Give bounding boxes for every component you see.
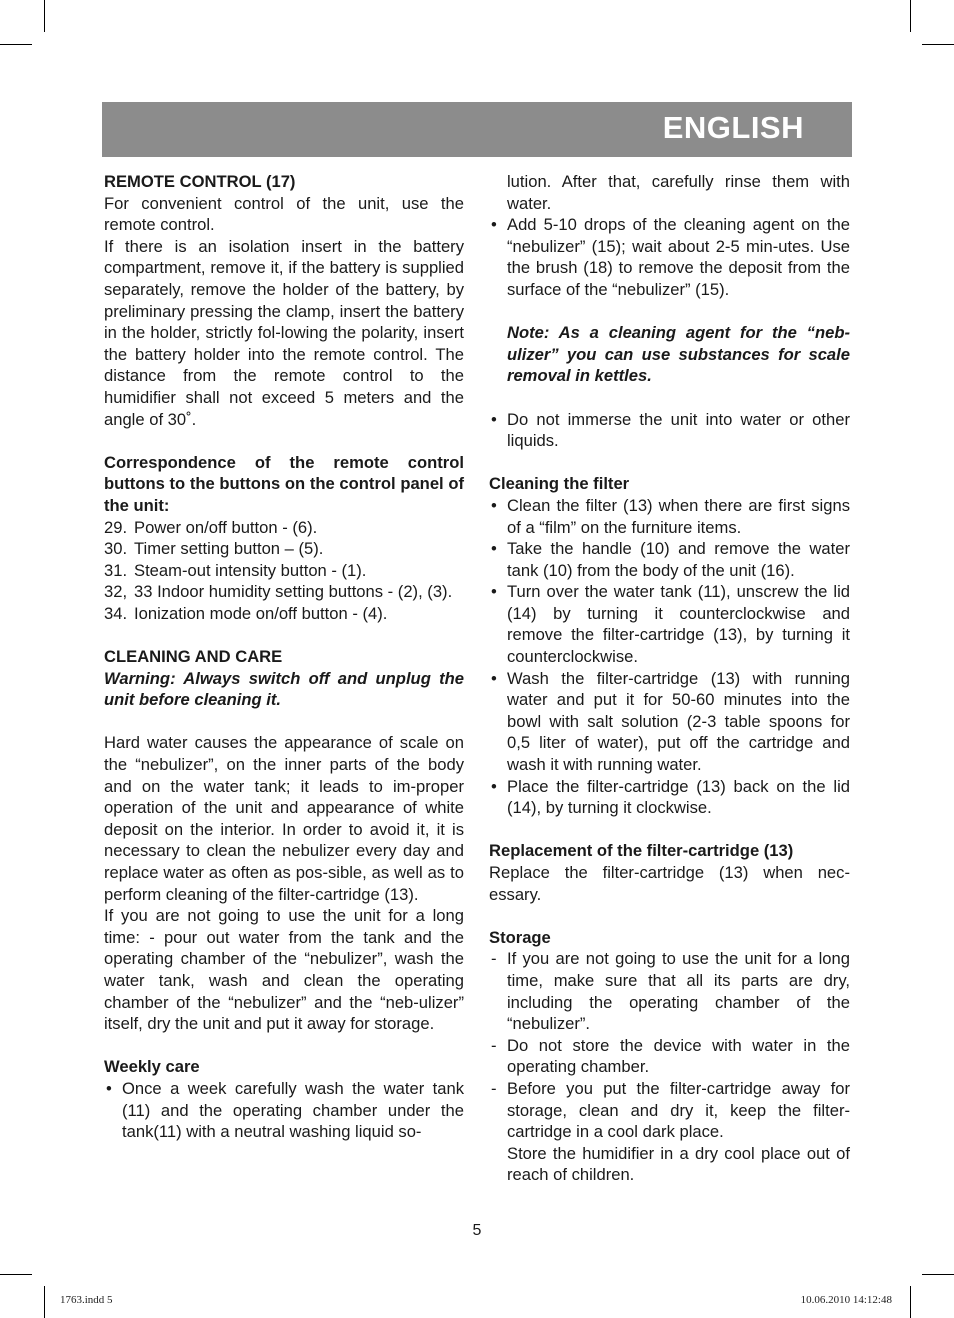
list-item: 34. Ionization mode on/off button - (4).	[104, 603, 388, 623]
remote-control-heading: REMOTE CONTROL (17)	[104, 172, 296, 191]
weekly-care-continuation: lution. After that, carefully rinse them with water.	[507, 172, 850, 213]
weekly-care-heading: Weekly care	[104, 1057, 200, 1077]
bullet-icon: •	[491, 539, 497, 559]
list-item: - Do not store the device with water in the operating chamber.	[491, 1035, 850, 1077]
cleaning-care-heading: CLEANING AND CARE	[104, 647, 283, 667]
bullet-icon: •	[491, 409, 497, 429]
dash-icon: -	[491, 1078, 497, 1098]
list-item: • Do not immerse the unit into water or other liquids.	[491, 409, 850, 451]
bullet-icon: •	[491, 582, 497, 602]
language-header-bar	[102, 102, 852, 157]
list-item: • Once a week carefully wash the water tank (11) and the operating chamber under the tank(11) with a neutral washing liquid so-	[106, 1078, 464, 1142]
remote-paragraph-2: If there is an isolation insert in the battery compartment, remove it, if the battery is supplied separately, remove the holder of the battery, by preliminary pressing the clamp, insert the battery in the holder, strictly fol-lowing the polarity, insert the battery holder into the remote control. The distance from the remote control to the humidifier shall not exceed 5 meters and the angle of 30˚.	[104, 236, 464, 429]
list-item: 32, 33 Indoor humidity setting buttons - (2), (3).	[104, 582, 453, 602]
crop-mark	[0, 44, 32, 45]
bullet-icon: •	[491, 495, 497, 515]
bullet-icon: •	[106, 1078, 112, 1098]
left-column	[104, 171, 464, 1143]
storage-final-text: Store the humidifier in a dry cool place out of reach of children.	[507, 1143, 850, 1185]
dash-icon: -	[491, 949, 497, 969]
list-item: • Place the filter-cartridge (13) back on the lid (14), by turning it clockwise.	[491, 776, 850, 818]
list-item: • Wash the filter-cartridge (13) with running water and put it for 50-60 minutes into the bowl with salt solution (2-3 table spoons for 0,5 liter of water), put off the cartridge and wash it with running water.	[491, 668, 850, 775]
replacement-heading: Replacement of the filter-cartridge (13)	[489, 841, 794, 861]
list-item: 29. Power on/off button - (6).	[104, 517, 318, 537]
footer-timestamp: 10.06.2010 14:12:48	[800, 1294, 892, 1306]
storage-heading: Storage	[489, 927, 551, 947]
button-list	[104, 517, 464, 625]
list-item: • Add 5-10 drops of the cleaning agent on the “nebulizer” (15); wait about 2-5 min-utes. Use the brush (18) to remove the deposit from the surface of the “nebulizer” (15).	[491, 215, 850, 299]
cleaning-filter-heading: Cleaning the filter	[489, 474, 630, 494]
list-item: - Before you put the filter-cartridge away for storage, clean and dry it, keep the filter-cartridge in a cool dark place.	[491, 1078, 850, 1142]
page-number: 5	[472, 1222, 482, 1239]
note-text: Note: As a cleaning agent for the “neb-ulizer” you can use substances for scale removal in kettles.	[507, 323, 850, 386]
list-item: - If you are not going to use the unit for a long time, make sure that all its parts are dry, including the operating chamber of the “nebulizer”.	[491, 949, 850, 1034]
dash-icon: -	[491, 1035, 497, 1055]
crop-mark	[922, 1274, 954, 1275]
language-title: ENGLISH	[662, 110, 804, 145]
list-item: • Take the handle (10) and remove the water tank (10) from the body of the unit (16).	[491, 539, 850, 580]
bullet-icon: •	[491, 668, 497, 688]
replacement-text: Replace the filter-cartridge (13) when nec-essary.	[489, 863, 850, 904]
list-item: 30. Timer setting button – (5).	[104, 539, 324, 559]
right-column	[489, 171, 850, 1186]
crop-mark	[0, 1274, 32, 1275]
crop-mark	[44, 1286, 45, 1318]
crop-mark	[44, 0, 45, 32]
care-paragraph-2: If you are not going to use the unit for a long time: - pour out water from the tank and the operating chamber of the “nebulizer”, wash the water tank, wash and clean the operating chamber of the “nebulizer” and the “neb-ulizer” itself, dry the unit and put it away for storage.	[104, 906, 464, 1034]
care-paragraph-1: Hard water causes the appearance of scale on the “nebulizer”, on the inner parts of the body and on the water tank; it leads to im-proper operation of the unit and appearance of white deposit on the interior. In order to avoid it, it is necessary to clean the nebulizer every day and replace water as often as pos-sible, as well as to perform cleaning of the filter-cartridge (13).	[104, 733, 464, 904]
crop-mark	[910, 1286, 911, 1318]
bullet-icon: •	[491, 215, 497, 235]
crop-mark	[922, 44, 954, 45]
footer-file-name: 1763.indd 5	[60, 1294, 113, 1306]
crop-mark	[910, 0, 911, 32]
list-item: • Clean the filter (13) when there are first signs of a “film” on the furniture items.	[491, 495, 850, 537]
correspondence-heading: Correspondence of the remote control buttons to the buttons on the control panel of the unit:	[104, 452, 464, 515]
bullet-icon: •	[491, 776, 497, 796]
list-item: • Turn over the water tank (11), unscrew the lid (14) by turning it counterclockwise and remove the filter-cartridge (13), by turning it counterclockwise.	[491, 582, 850, 667]
list-item: 31. Steam-out intensity button - (1).	[104, 560, 367, 580]
remote-paragraph-1: For convenient control of the unit, use the remote control.	[104, 193, 464, 235]
warning-text: Warning: Always switch off and unplug the unit before cleaning it.	[104, 668, 464, 710]
